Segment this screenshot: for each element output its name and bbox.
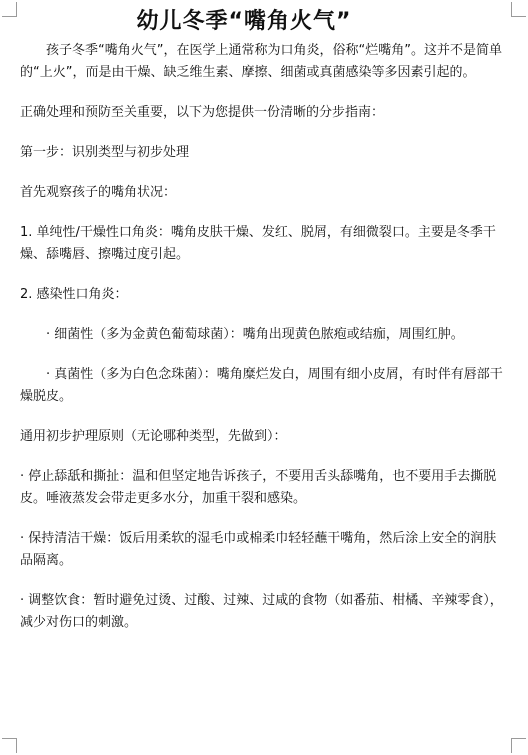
stop-licking-item: · 停止舔舐和撕扯：温和但坚定地告诉孩子，不要用舌头舔嘴角，也不要用手去撕脱皮。唾液蒸发会带走更多水分，加重干裂和感染。 — [20, 469, 497, 506]
observe-heading: 首先观察孩子的嘴角状况： — [20, 185, 177, 200]
bacterial-type-item: · 细菌性（多为金黄色葡萄球菌）：嘴角出现黄色脓疱或结痂，周围红肿。 — [46, 327, 464, 342]
corner-mark-bottom-left — [2, 738, 17, 753]
document-title: 幼儿冬季“嘴角火气” — [136, 9, 352, 34]
step-one-heading: 第一步：识别类型与初步处理 — [20, 145, 190, 160]
keep-clean-item: · 保持清洁干燥：饭后用柔软的湿毛巾或棉柔巾轻轻蘸干嘴角，然后涂上安全的润肤品隔离。 — [20, 531, 497, 568]
corner-mark-bottom-right — [511, 738, 526, 753]
guide-intro: 正确处理和预防至关重要，以下为您提供一份清晰的分步指南： — [20, 105, 385, 120]
dry-angular-cheilitis-item: 1. 单纯性/干燥性口角炎：嘴角皮肤干燥、发红、脱屑，有细微裂口。主要是冬季干燥、舔嘴唇、擦嘴过度引起。 — [20, 225, 496, 262]
corner-mark-top-right — [511, 2, 526, 17]
fungal-type-item: · 真菌性（多为白色念珠菌）：嘴角糜烂发白，周围有细小皮屑，有时伴有唇部干燥脱皮。 — [20, 367, 503, 404]
corner-mark-top-left — [2, 2, 17, 17]
infectious-cheilitis-item: 2. 感染性口角炎： — [20, 287, 128, 302]
document-body — [20, 4, 508, 634]
general-care-heading: 通用初步护理原则（无论哪种类型，先做到）： — [20, 429, 287, 444]
intro-paragraph: 孩子冬季“嘴角火气”，在医学上通常称为口角炎，俗称“烂嘴角”。这并不是简单的“上火”，而是由干燥、缺乏维生素、摩擦、细菌或真菌感染等多因素引起的。 — [20, 43, 502, 80]
adjust-diet-item: · 调整饮食：暂时避免过烫、过酸、过辣、过咸的食物（如番茄、柑橘、辛辣零食），减少对伤口的刺激。 — [20, 593, 503, 630]
